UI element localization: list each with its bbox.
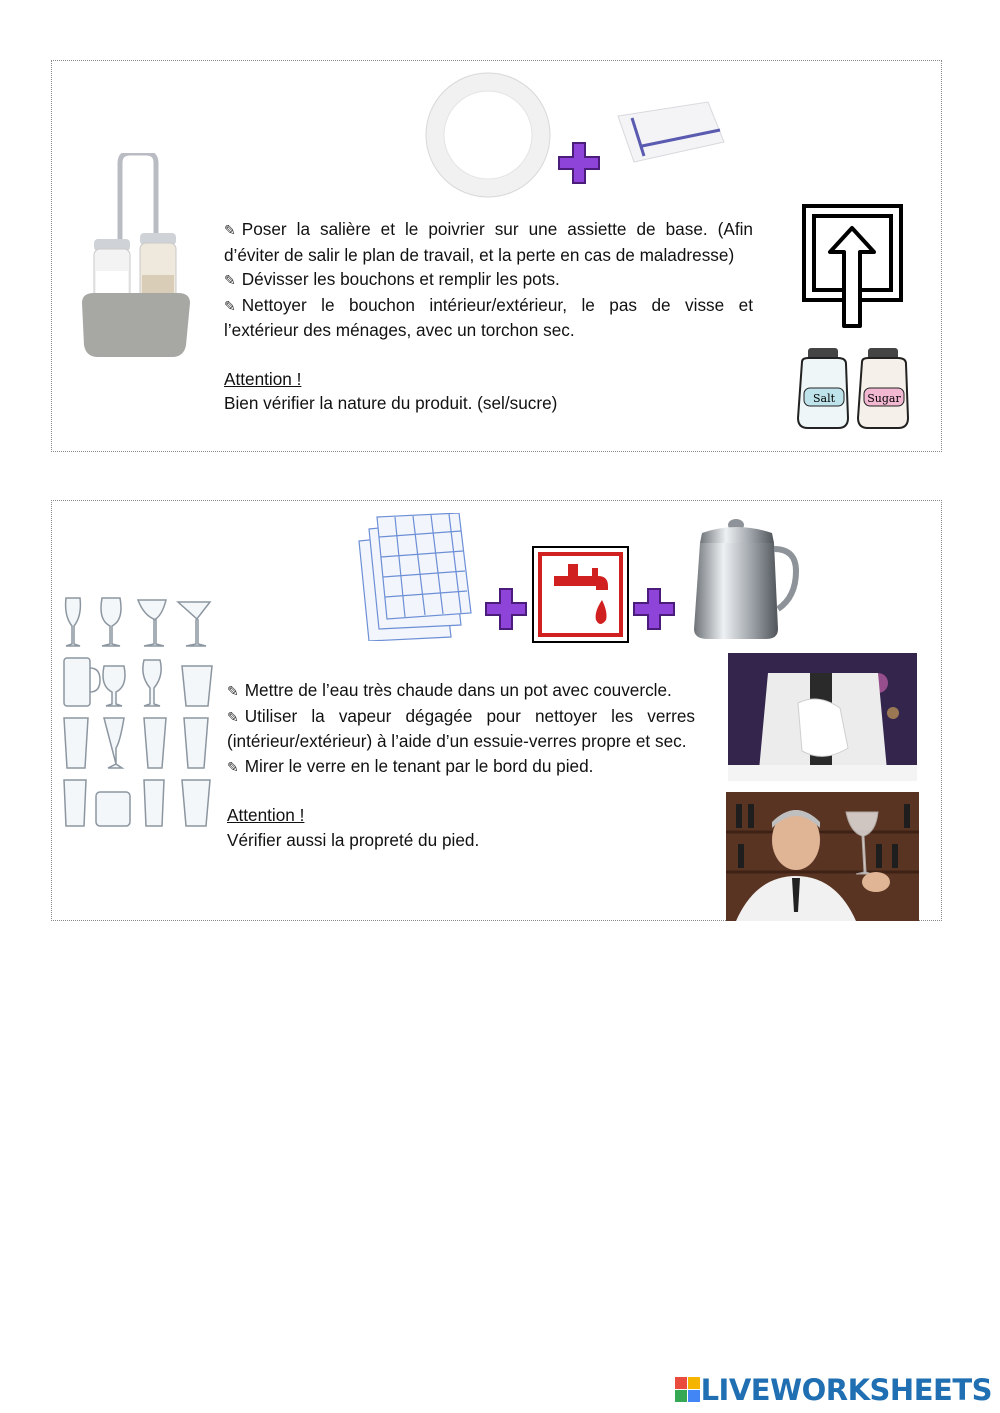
- brand-name: LIVEWORKSHEETS: [700, 1373, 992, 1407]
- instruction-text: Mettre de l’eau très chaude dans un pot avec couvercle.: [244, 680, 672, 700]
- pen-bullet-icon: ✎: [224, 222, 236, 238]
- instruction-line: [227, 704, 695, 754]
- attention-note: Bien vérifier la nature du produit. (sel/sucre): [224, 393, 558, 413]
- pen-bullet-icon: ✎: [227, 708, 239, 725]
- attention-heading: Attention !: [227, 805, 305, 825]
- instruction-line: [224, 267, 753, 293]
- plus-icon: [630, 585, 678, 633]
- instructions-text: [227, 678, 695, 852]
- instruction-line: [227, 678, 695, 704]
- instruction-text: Nettoyer le bouchon intérieur/extérieur, le pas de visse et l’extérieur des ménages, avec un torchon sec.: [224, 294, 753, 340]
- instruction-line: [224, 293, 753, 343]
- instruction-text: Mirer le verre en le tenant par le bord du pied.: [244, 755, 594, 776]
- live-badge-icon: [675, 1377, 701, 1403]
- salt-sugar-jars-image: [794, 346, 912, 430]
- liveworksheets-logo: [675, 1373, 992, 1407]
- instruction-text: Poser la salière et le poivrier sur une assiette de base. (Afin d’éviter de salir le plan de travail, et la perte en cas de maladresse): [224, 219, 753, 265]
- towel-image: [612, 96, 728, 168]
- card-salt-pepper: [51, 60, 942, 452]
- instructions-text: [224, 217, 753, 416]
- salt-pepper-shaker-image: [80, 153, 192, 359]
- arrow-up-icon: [802, 204, 903, 329]
- glasses-collection-image: [58, 596, 216, 828]
- sommelier-photo: [726, 792, 919, 921]
- wiping-glass-photo: [728, 653, 917, 781]
- attention-note: Vérifier aussi la propreté du pied.: [227, 829, 480, 850]
- instruction-line: [227, 754, 695, 780]
- instruction-text: Dévisser les bouchons et remplir les pots.: [241, 269, 560, 289]
- pen-bullet-icon: ✎: [227, 758, 239, 775]
- jar-label-salt: Salt: [812, 392, 836, 405]
- steel-jug-image: [688, 513, 800, 643]
- tap-icon: [532, 546, 629, 643]
- plus-icon: [482, 585, 530, 633]
- plus-icon: [555, 139, 603, 187]
- tea-towels-image: [355, 513, 473, 641]
- jar-label-sugar: Sugar: [867, 392, 901, 405]
- pen-bullet-icon: ✎: [227, 683, 239, 699]
- pen-bullet-icon: ✎: [224, 297, 236, 314]
- pen-bullet-icon: ✎: [224, 272, 236, 288]
- plate-image: [424, 71, 552, 199]
- card-glasses: [51, 500, 942, 921]
- instruction-text: Utiliser la vapeur dégagée pour nettoyer les verres (intérieur/extérieur) à l’aide d’un essuie-verres propre et sec.: [227, 705, 695, 751]
- instruction-line: [224, 217, 753, 267]
- attention-heading: Attention !: [224, 368, 302, 389]
